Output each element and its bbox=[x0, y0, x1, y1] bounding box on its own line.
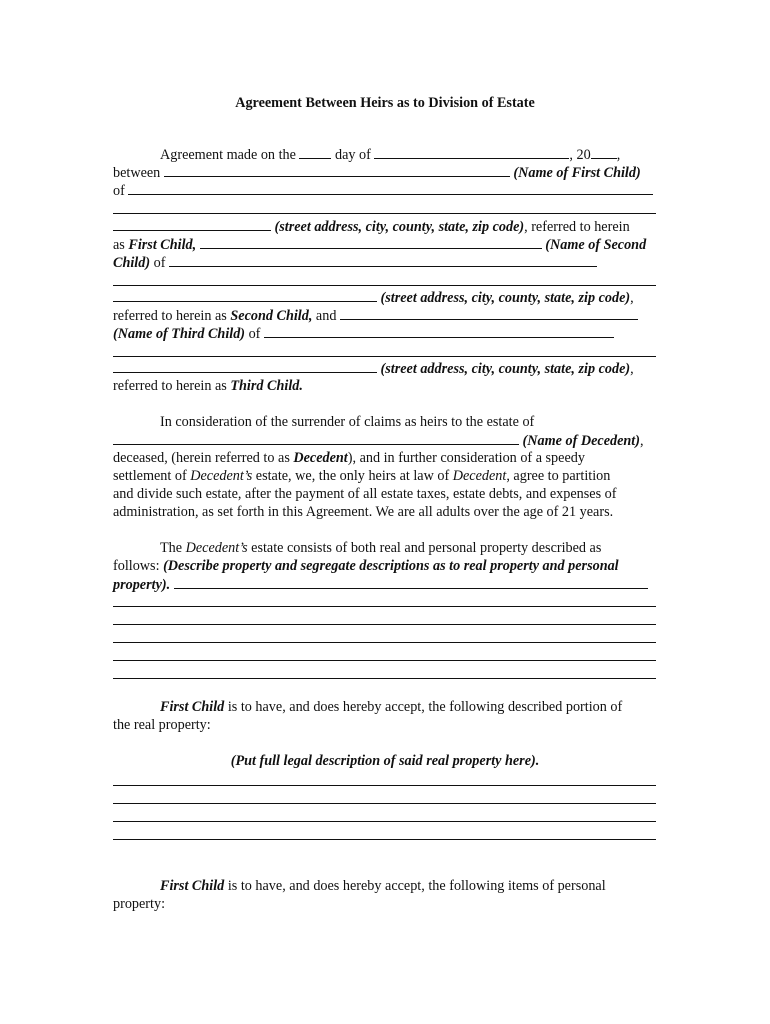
divide-line: and divide such estate, after the payment of all estate taxes, estate debts, and expenses of bbox=[113, 486, 617, 502]
text: between bbox=[113, 165, 161, 181]
text: , bbox=[639, 433, 644, 449]
text: , agree to partition bbox=[506, 468, 611, 484]
second-child-address-blank[interactable] bbox=[169, 253, 597, 267]
consideration-line: In consideration of the surrender of claims as heirs to the estate of bbox=[160, 414, 535, 430]
text: , bbox=[630, 361, 634, 377]
address-line-3 bbox=[113, 359, 656, 377]
label: First Child, bbox=[128, 237, 197, 253]
address-blank[interactable] bbox=[113, 288, 377, 302]
text: and bbox=[315, 308, 337, 324]
text: of bbox=[248, 326, 261, 342]
second-child-of-line bbox=[113, 253, 656, 271]
field-hint: (Name of Second bbox=[545, 237, 647, 253]
legal-description-blank[interactable] bbox=[113, 785, 656, 786]
first-child-real-line bbox=[160, 698, 656, 716]
decedent-name-blank[interactable] bbox=[113, 431, 519, 445]
text: , bbox=[616, 147, 621, 163]
label: Decedent’s bbox=[190, 468, 253, 484]
field-hint: Child) bbox=[113, 255, 151, 271]
real-property-line: the real property: bbox=[113, 717, 211, 733]
address-line-2 bbox=[113, 288, 656, 306]
label: First Child bbox=[160, 699, 225, 715]
personal-property-line: property: bbox=[113, 896, 166, 912]
field-hint: property). bbox=[113, 577, 171, 593]
address-blank[interactable] bbox=[113, 217, 271, 231]
field-hint: (Name of First Child) bbox=[513, 165, 641, 181]
property-line bbox=[113, 575, 656, 593]
first-child-address-blank[interactable] bbox=[128, 181, 653, 195]
second-child-name-blank[interactable] bbox=[200, 235, 542, 249]
second-child-ref-line bbox=[113, 306, 656, 324]
label: Second Child, bbox=[230, 308, 313, 324]
legal-description-blank[interactable] bbox=[113, 839, 656, 840]
third-child-name-blank[interactable] bbox=[340, 306, 638, 320]
text: of bbox=[113, 183, 125, 199]
property-blank-line[interactable] bbox=[113, 606, 656, 607]
estate-consists-line bbox=[160, 539, 656, 557]
text: referred to herein as bbox=[113, 378, 227, 394]
legal-description-blank[interactable] bbox=[113, 821, 656, 822]
address-line-1 bbox=[113, 217, 656, 235]
blank-line[interactable] bbox=[113, 213, 656, 214]
text: deceased, (herein referred to as bbox=[113, 450, 290, 466]
third-child-address-blank[interactable] bbox=[264, 324, 614, 338]
label: First Child bbox=[160, 878, 225, 894]
agreement-date-line bbox=[160, 145, 656, 163]
of-line bbox=[113, 181, 656, 199]
text: is to have, and does hereby accept, the following items of personal bbox=[227, 878, 606, 894]
field-hint: (Name of Decedent) bbox=[522, 433, 640, 449]
legal-description-hint: (Put full legal description of said real property here). bbox=[230, 753, 540, 769]
field-hint: (street address, city, county, state, zip code) bbox=[380, 290, 631, 306]
text: estate, we, the only heirs at law of bbox=[255, 468, 450, 484]
text: as bbox=[113, 237, 125, 253]
field-hint: (Describe property and segregate descriptions as to real property and personal bbox=[163, 558, 619, 574]
text: The bbox=[160, 540, 183, 556]
text: estate consists of both real and personal property described as bbox=[251, 540, 602, 556]
field-hint: (Name of Third Child) bbox=[113, 326, 246, 342]
label: Decedent bbox=[452, 468, 507, 484]
text: is to have, and does hereby accept, the following described portion of bbox=[227, 699, 623, 715]
blank-line[interactable] bbox=[113, 356, 656, 357]
text: referred to herein as bbox=[113, 308, 227, 324]
settlement-line bbox=[113, 467, 656, 485]
document-title: Agreement Between Heirs as to Division of Estate bbox=[235, 95, 535, 111]
label: Third Child. bbox=[230, 378, 303, 394]
property-blank-line[interactable] bbox=[113, 678, 656, 679]
day-blank[interactable] bbox=[299, 145, 331, 159]
text: settlement of bbox=[113, 468, 187, 484]
third-child-ref-line bbox=[113, 377, 656, 395]
first-child-personal-line bbox=[160, 877, 656, 895]
third-child-line bbox=[113, 324, 656, 342]
property-blank-line[interactable] bbox=[113, 624, 656, 625]
text: , referred to herein bbox=[524, 219, 630, 235]
deceased-line bbox=[113, 449, 656, 467]
year-blank[interactable] bbox=[591, 145, 617, 159]
first-child-name-blank[interactable] bbox=[164, 163, 510, 177]
text: follows: bbox=[113, 558, 160, 574]
label: Decedent bbox=[293, 450, 348, 466]
decedent-name-line bbox=[113, 431, 656, 449]
legal-description-blank[interactable] bbox=[113, 803, 656, 804]
blank-line[interactable] bbox=[113, 285, 656, 286]
text: day of bbox=[335, 147, 371, 163]
follows-line bbox=[113, 557, 656, 575]
address-blank[interactable] bbox=[113, 359, 377, 373]
field-hint: (street address, city, county, state, zip code) bbox=[380, 361, 631, 377]
text: of bbox=[153, 255, 166, 271]
field-hint: (street address, city, county, state, zip code) bbox=[274, 219, 525, 235]
label: Decedent’s bbox=[185, 540, 248, 556]
text: ), and in further consideration of a speedy bbox=[347, 450, 585, 466]
administration-line: administration, as set forth in this Agreement. We are all adults over the age of 21 years. bbox=[113, 504, 614, 520]
property-blank-line[interactable] bbox=[113, 642, 656, 643]
property-blank-line[interactable] bbox=[113, 660, 656, 661]
month-blank[interactable] bbox=[374, 145, 569, 159]
text: Agreement made on the bbox=[160, 147, 296, 163]
first-child-line bbox=[113, 235, 656, 253]
between-line bbox=[113, 163, 656, 181]
property-blank[interactable] bbox=[174, 575, 648, 589]
text: , 20 bbox=[569, 147, 591, 163]
text: , bbox=[630, 290, 634, 306]
